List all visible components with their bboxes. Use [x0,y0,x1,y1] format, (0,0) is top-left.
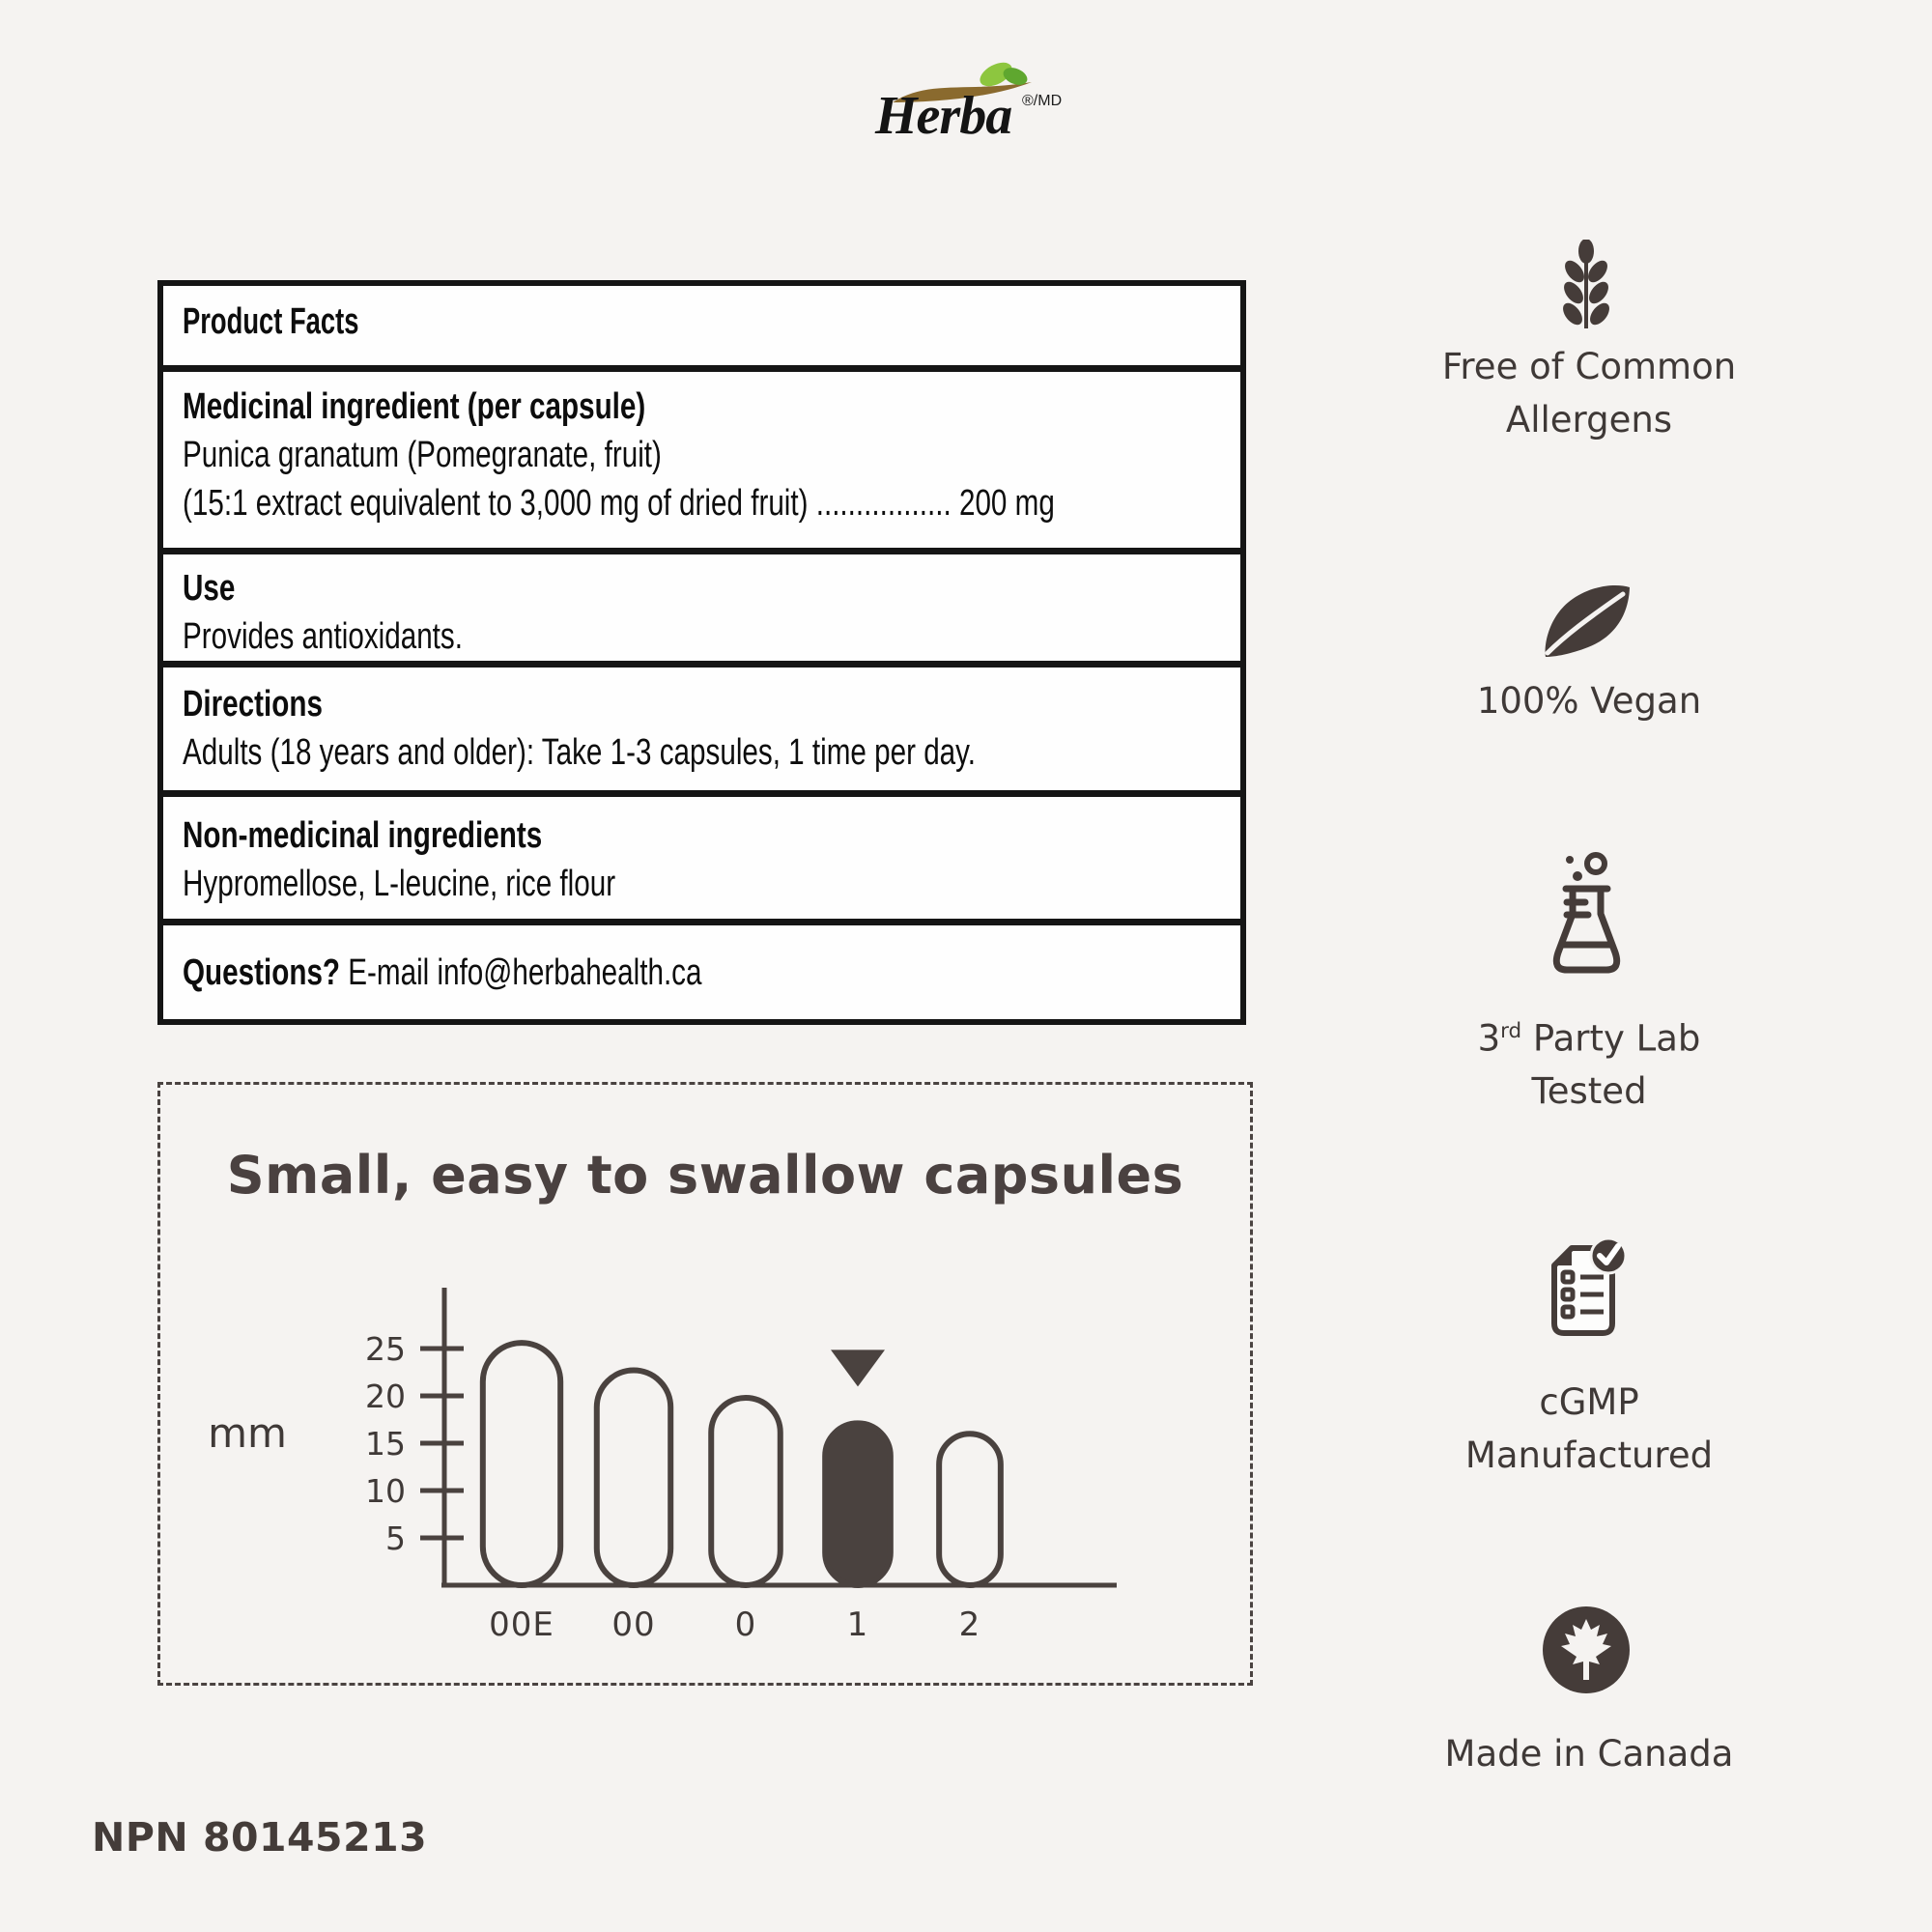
leaf-icon [1538,578,1634,661]
capsule-panel-title: Small, easy to swallow capsules [226,1145,1184,1206]
fact-row-medicinal [163,365,1240,548]
fact-row-heading: Medicinal ingredient (per capsule) [183,386,646,427]
badge-lab-tested-label: 3rd Party Lab Tested [1477,1017,1701,1113]
fact-row-heading: Directions [183,684,323,724]
brand-logo [869,56,1082,148]
wheat-icon [1558,240,1614,330]
product-facts-title: Product Facts [183,301,359,342]
product-facts-table [157,280,1246,1025]
capsule-chart-panel [157,1082,1253,1686]
flask-icon [1541,850,1633,992]
svg-text:1: 1 [846,1605,869,1644]
trademark-mark: ®/MD [1022,93,1063,109]
fact-row-heading: Use [183,568,236,609]
fact-row-line: Adults (18 years and older): Take 1-3 capsules, 1 time per day. [183,732,977,773]
fact-row-line: Provides antioxidants. [183,616,463,657]
badge-made-in-canada-label: Made in Canada [1444,1733,1734,1775]
fact-row-nonmedicinal [163,790,1240,919]
fact-row-line: E-mail info@herbahealth.ca [348,952,702,993]
svg-text:10: 10 [365,1472,406,1510]
fact-row-line: (15:1 extract equivalent to 3,000 mg of dried fruit) ................. 200 mg [183,483,1055,524]
maple-leaf-icon [1540,1604,1633,1696]
badge-allergens-label: Free of Common Allergens [1441,346,1737,440]
mm-axis-label: mm [208,1409,287,1457]
capsule-size-chart [160,1085,1250,1683]
svg-text:5: 5 [385,1520,406,1557]
svg-text:2: 2 [958,1605,981,1644]
fact-row-directions [163,661,1240,790]
fact-row-questions [163,919,1240,1019]
checklist-icon [1543,1235,1630,1343]
brand-wordmark: Herba [875,86,1012,146]
svg-text:00E: 00E [489,1605,554,1644]
badge-cgmp-label: cGMP Manufactured [1464,1381,1714,1476]
badge-vegan-label: 100% Vegan [1476,680,1702,722]
svg-text:00: 00 [611,1605,656,1644]
fact-row-heading: Questions? [183,952,341,993]
svg-text:15: 15 [365,1425,406,1463]
npn-number: NPN 80145213 [92,1814,428,1861]
svg-text:20: 20 [365,1378,406,1415]
svg-text:25: 25 [365,1330,406,1368]
svg-text:0: 0 [734,1605,757,1644]
fact-row-line: Punica granatum (Pomegranate, fruit) [183,435,662,475]
fact-row-line: Hypromellose, L-leucine, rice flour [183,864,616,904]
fact-row-use [163,548,1240,661]
fact-row-heading: Non-medicinal ingredients [183,815,543,856]
